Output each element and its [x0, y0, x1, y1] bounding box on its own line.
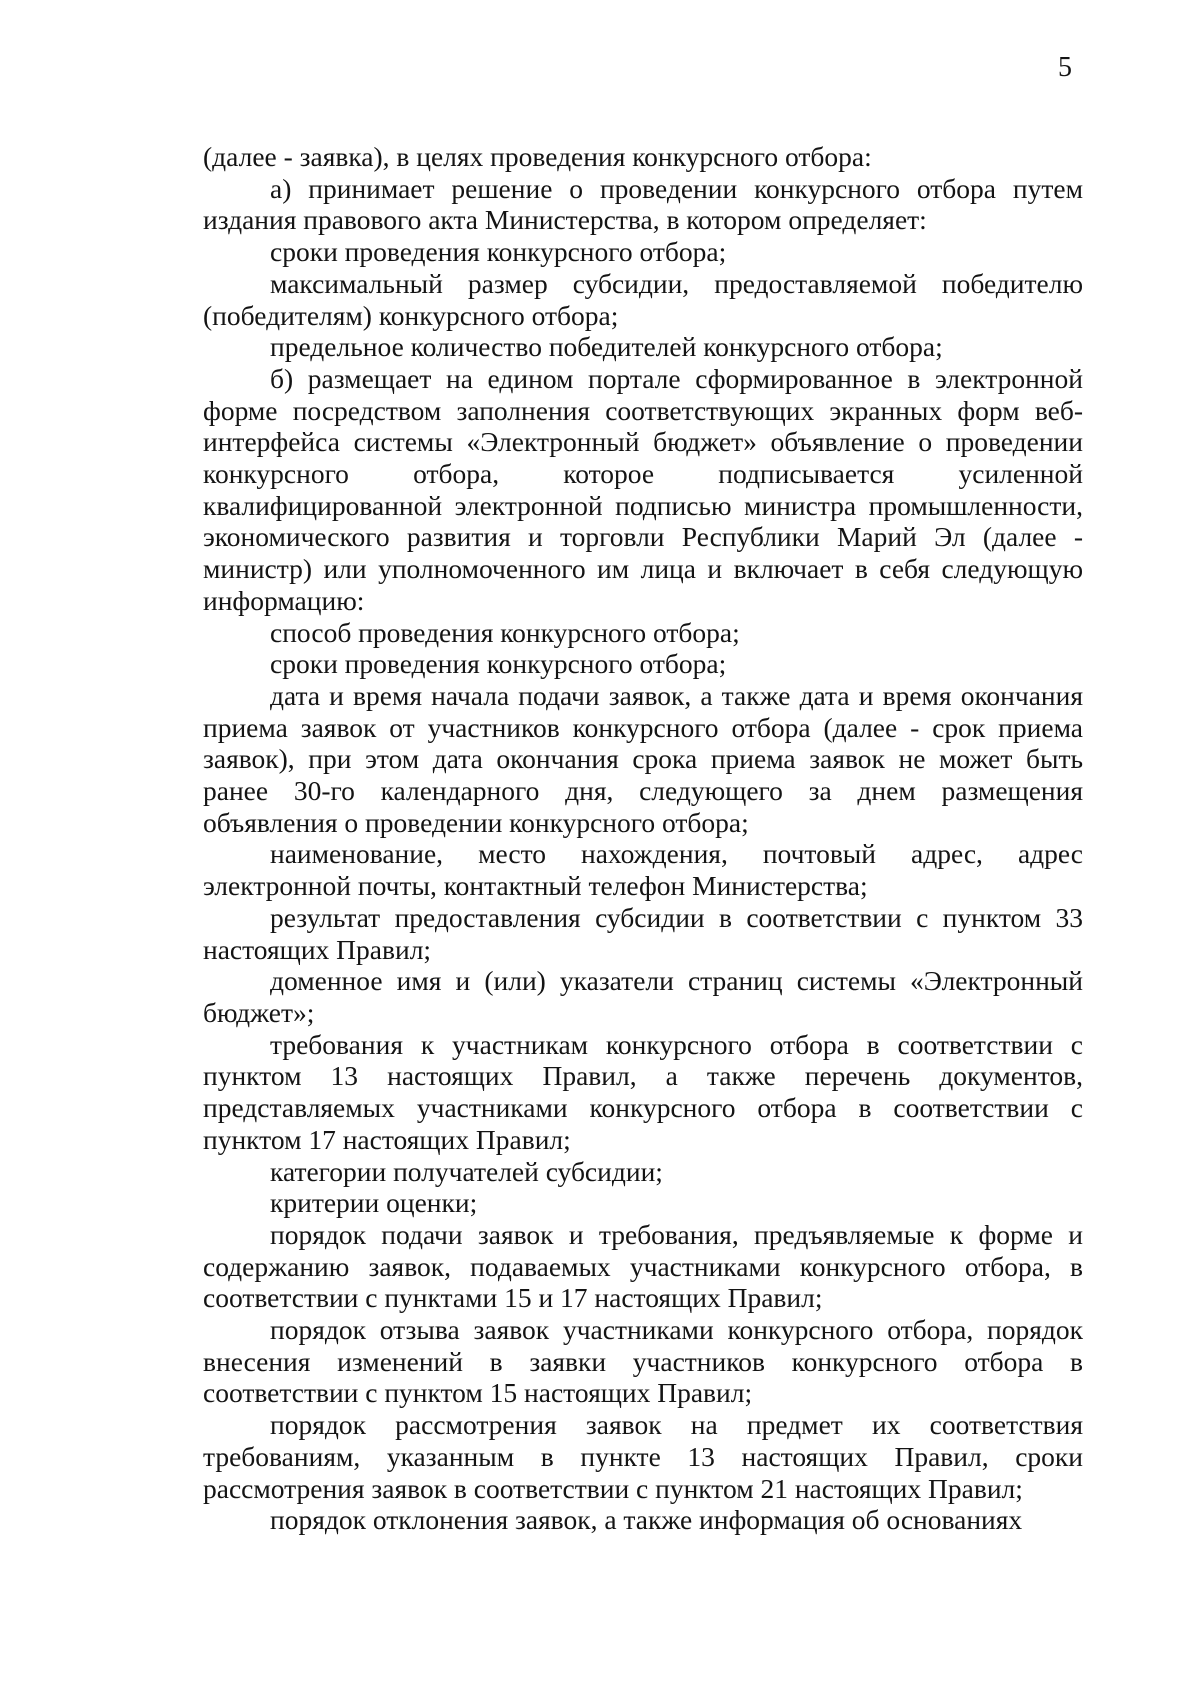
- document-paragraph: критерии оценки;: [270, 1187, 478, 1219]
- document-paragraph: наименование, место нахождения, почтовый адрес, адрес электронной почты, контактный телефон Министерства;: [203, 838, 1083, 902]
- document-paragraph: предельное количество победителей конкурсного отбора;: [270, 331, 943, 363]
- document-body: [203, 141, 1083, 1536]
- document-paragraph: результат предоставления субсидии в соответствии с пунктом 33 настоящих Правил;: [203, 901, 1083, 965]
- document-paragraph: порядок отзыва заявок участниками конкурсного отбора, порядок внесения изменений в заявки участников конкурсного отбора в соответствии с пунктом 15 настоящих Правил;: [203, 1314, 1083, 1409]
- document-paragraph: максимальный размер субсидии, предоставляемой победителю (победителям) конкурсного отбора;: [203, 267, 1083, 331]
- page-number: 5: [1058, 52, 1072, 83]
- document-paragraph: сроки проведения конкурсного отбора;: [270, 236, 727, 268]
- document-paragraph: порядок рассмотрения заявок на предмет их соответствия требованиям, указанным в пункте 13 настоящих Правил, сроки рассмотрения заявок в соответствии с пунктом 21 настоящих Правил;: [203, 1409, 1083, 1504]
- document-paragraph: порядок отклонения заявок, а также информация об основаниях: [270, 1504, 1023, 1536]
- document-paragraph: способ проведения конкурсного отбора;: [270, 616, 740, 648]
- document-paragraph: категории получателей субсидии;: [270, 1155, 663, 1187]
- document-paragraph: (далее - заявка), в целях проведения конкурсного отбора:: [203, 141, 872, 172]
- document-paragraph: сроки проведения конкурсного отбора;: [270, 648, 727, 680]
- document-paragraph: б) размещает на едином портале сформированное в электронной форме посредством заполнения соответствующих экранных форм веб-интерфейса системы «Электронный бюджет» объявление о проведении конкурсного отбора, которое подписывается усиленной квалифицированной электронной подписью министра промышленности, экономического развития и торговли Республики Марий Эл (далее - министр) или уполномоченного им лица и включает в себя следующую информацию:: [203, 362, 1083, 616]
- document-paragraph: доменное имя и (или) указатели страниц системы «Электронный бюджет»;: [203, 965, 1083, 1028]
- document-paragraph: а) принимает решение о проведении конкурсного отбора путем издания правового акта Министерства, в котором определяет:: [203, 172, 1083, 236]
- document-paragraph: порядок подачи заявок и требования, предъявляемые к форме и содержанию заявок, подаваемых участниками конкурсного отбора, в соответствии с пунктами 15 и 17 настоящих Правил;: [203, 1218, 1083, 1314]
- document-paragraph: дата и время начала подачи заявок, а также дата и время окончания приема заявок от участников конкурсного отбора (далее - срок приема заявок), при этом дата окончания срока приема заявок не может быть ранее 30-го календарного дня, следующего за днем размещения объявления о проведении конкурсного отбора;: [203, 679, 1083, 838]
- document-paragraph: требования к участникам конкурсного отбора в соответствии с пунктом 13 настоящих Правил, а также перечень документов, представляемых участниками конкурсного отбора в соответствии с пунктом 17 настоящих Правил;: [203, 1028, 1083, 1155]
